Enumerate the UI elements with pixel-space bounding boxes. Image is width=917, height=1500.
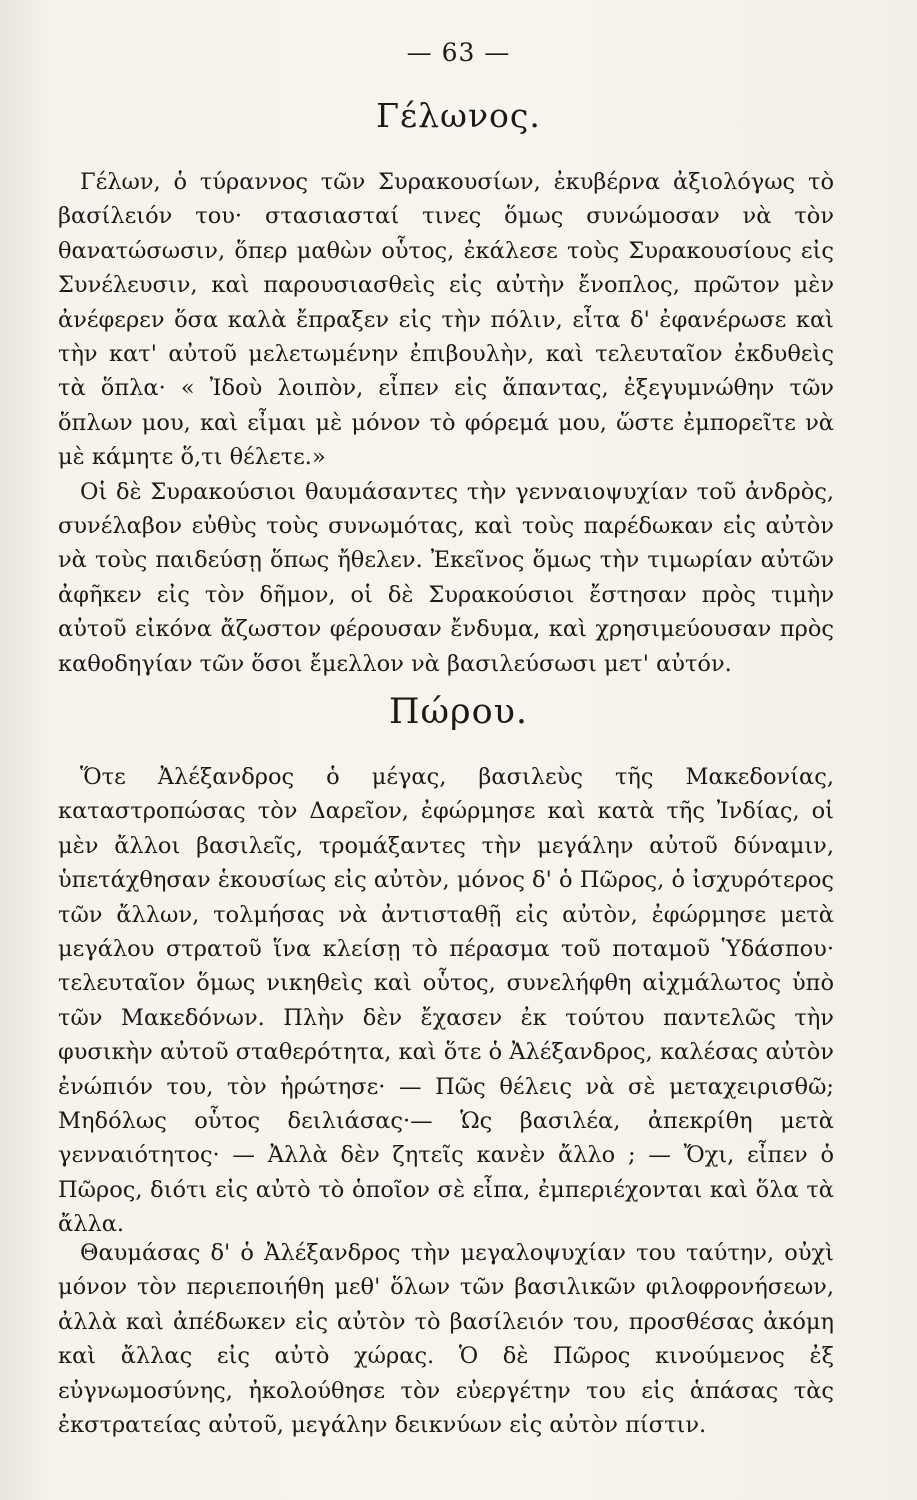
section-title-porus: Πώρου. [388,692,529,732]
paragraph-porus-2: Θαυμάσας δ' ὁ Ἀλέξανδρος τὴν μεγαλοψυχίαν του ταύτην, οὐχὶ μόνον τὸν περιεποιήθη μεθ' ὅλων τῶν βασιλικῶν φιλοφρονήσεων, ἀλλὰ καὶ ἀπέδωκεν εἰς αὐτὸν τὸ βασίλειόν του, προσθέσας ἀκόμη καὶ ἄλλας εἰς αὐτὸ χώρας. Ὁ δὲ Πῶρος κινούμενος ἐξ εὐγνωμοσύνης, ἠκολούθησε τὸν εὐεργέτην του εἰς ἁπάσας τὰς ἐκστρατείας αὐτοῦ, μεγάλην δεικνύων εἰς αὐτὸν πίστιν. [58,1240,834,1439]
paragraph-gelon-1: Γέλων, ὁ τύραννος τῶν Συρακουσίων, ἐκυβέρνα ἀξιολόγως τὸ βασίλειόν του· στασιασταί τινες ὅμως συνώμοσαν νὰ τὸν θανατώσωσιν, ὅπερ μαθὼν οὗτος, ἐκάλεσε τοὺς Συρακουσίους εἰς Συνέλευσιν, καὶ παρουσιασθεὶς εἰς αὐτὴν ἔνοπλος, πρῶτον μὲν ἀνέφερεν ὅσα καλὰ ἔπραξεν εἰς τὴν πόλιν, εἶτα δ' ἐφανέρωσε καὶ τὴν κατ' αὐτοῦ μελετωμένην ἐπιβουλὴν, καὶ τελευταῖον ἐκδυθεὶς τὰ ὅπλα· « Ἰδοὺ λοιπὸν, εἶπεν εἰς ἅπαντας, ἐξεγυμνώθην τῶν ὅπλων μου, καὶ εἶμαι μὲ μόνον τὸ φόρεμά μου, ὥστε ἐμπορεῖτε νὰ μὲ κάμητε ὅ,τι θέλετε.» [58,169,834,471]
section-porus-continued [58,1236,834,1442]
section-porus [58,760,834,1242]
section-title-gelon: Γέλωνος. [376,96,541,135]
page-number: — 63 — [406,38,511,67]
paragraph-porus-1: Ὅτε Ἀλέξανδρος ὁ μέγας, βασιλεὺς τῆς Μακεδονίας, καταστροπώσας τὸν Δαρεῖον, ἐφώρμησε καὶ κατὰ τῆς Ἰνδίας, οἱ μὲν ἄλλοι βασιλεῖς, τρομάξαντες τὴν μεγάλην αὐτοῦ δύναμιν, ὑπετάχθησαν ἑκουσίως εἰς αὐτὸν, μόνος δ' ὁ Πῶρος, ὁ ἰσχυρότερος τῶν ἄλλων, τολμήσας νὰ ἀντισταθῇ εἰς αὐτὸν, ἐφώρμησε μετὰ μεγάλου στρατοῦ ἵνα κλείσῃ τὸ πέρασμα τοῦ ποταμοῦ Ὑδάσπου· τελευταῖον ὅμως νικηθεὶς καὶ οὗτος, συνελήφθη αἰχμάλωτος ὑπὸ τῶν Μακεδόνων. Πλὴν δὲν ἔχασεν ἐκ τούτου παντελῶς τὴν φυσικὴν αὐτοῦ σταθερότητα, καὶ ὅτε ὁ Ἀλέξανδρος, καλέσας αὐτὸν ἐνώπιόν του, τὸν ἠρώτησε· — Πῶς θέλεις νὰ σὲ μεταχειρισθῶ; Μηδόλως οὗτος δειλιάσας·— Ὡς βασιλέα, ἀπεκρίθη μετὰ γενναιότητος· — Ἀλλὰ δὲν ζητεῖς κανὲν ἄλλο ; — Ὄχι, εἶπεν ὁ Πῶρος, διότι εἰς αὐτὸ τὸ ὁποῖον σὲ εἶπα, ἐμπεριέχονται καὶ ὅλα τὰ ἄλλα. [58,764,834,1238]
section-gelon [58,165,834,681]
paragraph-gelon-2: Οἱ δὲ Συρακούσιοι θαυμάσαντες τὴν γενναιοψυχίαν τοῦ ἀνδρὸς, συνέλαβον εὐθὺς τοὺς συνωμότας, καὶ τοὺς παρέδωκαν εἰς αὐτὸν νὰ τοὺς παιδεύσῃ ὅπως ἤθελεν. Ἐκεῖνος ὅμως τὴν τιμωρίαν αὐτῶν ἀφῆκεν εἰς τὸν δῆμον, οἱ δὲ Συρακούσιοι ἔστησαν πρὸς τιμὴν αὐτοῦ εἰκόνα ἄζωστον φέρουσαν ἔνδυμα, καὶ χρησιμεύουσαν πρὸς καθοδηγίαν τῶν ὅσοι ἔμελλον νὰ βασιλεύσωσι μετ' αὐτόν. [58,478,834,677]
